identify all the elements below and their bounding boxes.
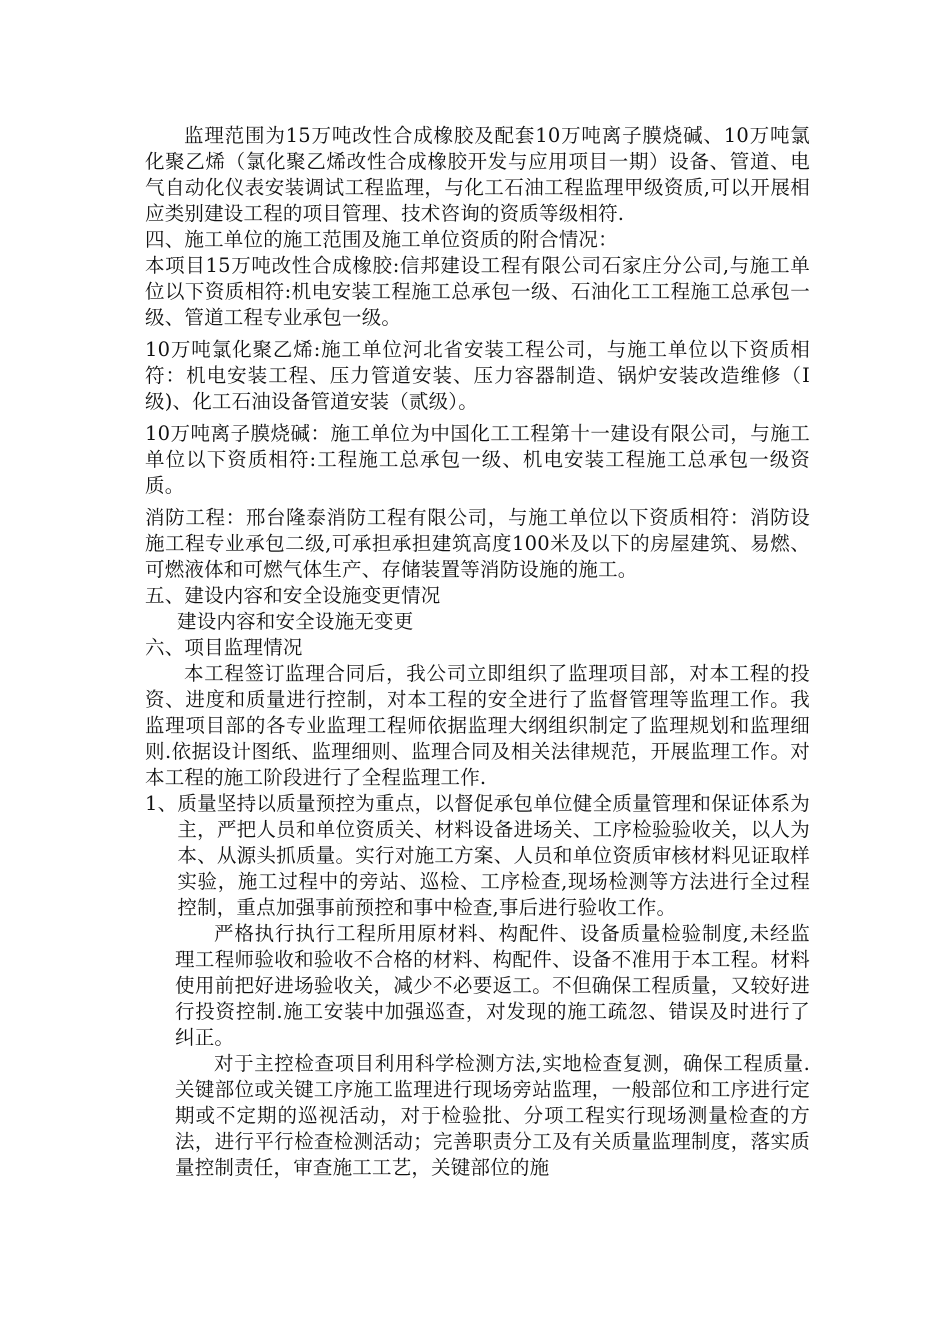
- list-item-quality-control: [145, 791, 810, 921]
- list-item-text: 质量坚持以质量预控为重点，以督促承包单位健全质量管理和保证体系为主，严把人员和单位资质关、材料设备进场关、工序检验验收关，以人为本、从源头抓质量。实行对施工方案、人员和单位资质审核材料见证取样实验，施工过程中的旁站、巡检、工序检查,现场检测等方法进行全过程控制，重点加强事前预控和事中检查,事后进行验收工作。: [177, 792, 810, 919]
- paragraph-supervision-overview: 本工程签订监理合同后，我公司立即组织了监理项目部，对本工程的投资、进度和质量进行控制，对本工程的安全进行了监督管理等监理工作。我监理项目部的各专业监理工程师依据监理大纲组织制定了监理规划和监理细则.依据设计图纸、监理细则、监理合同及相关法律规范，开展监理工作。对本工程的施工阶段进行了全程监理工作.: [145, 662, 810, 789]
- heading-section-5: 五、建设内容和安全设施变更情况: [145, 584, 441, 607]
- list-item-number: 1、: [145, 792, 178, 815]
- paragraph-cpe-contractor: 10万吨氯化聚乙烯:施工单位河北省安装工程公司，与施工单位以下资质相符：机电安装工程、压力管道安装、压力容器制造、锅炉安装改造维修（Ⅰ级)、化工石油设备管道安装（贰级）。: [145, 338, 810, 413]
- paragraph-supervision-scope: 监理范围为15万吨改性合成橡胶及配套10万吨离子膜烧碱、10万吨氯化聚乙烯（氯化聚乙烯改性合成橡胶开发与应用项目一期）设备、管道、电气自动化仪表安装调试工程监理，与化工石油工程监理甲级资质,可以开展相应类别建设工程的项目管理、技术咨询的资质等级相符.: [145, 124, 810, 225]
- heading-section-6: 六、项目监理情况: [145, 636, 303, 659]
- paragraph-caustic-soda-contractor: 10万吨离子膜烧碱：施工单位为中国化工工程第十一建设有限公司，与施工单位以下资质相符:工程施工总承包一级、机电安装工程施工总承包一级资质。: [145, 422, 810, 497]
- paragraph-material-inspection: 严格执行执行工程所用原材料、构配件、设备质量检验制度,未经监理工程师验收和验收不合格的材料、构配件、设备不准用于本工程。材料使用前把好进场验收关，减少不必要返工。不但确保工程质量，又较好进行投资控制.施工安装中加强巡查，对发现的施工疏忽、错误及时进行了纠正。: [175, 922, 810, 1049]
- document-body: [145, 123, 810, 1181]
- heading-section-4: 四、施工单位的施工范围及施工单位资质的附合情况：: [145, 228, 618, 251]
- paragraph-fire-protection-contractor: 消防工程：邢台隆泰消防工程有限公司，与施工单位以下资质相符：消防设施工程专业承包二级,可承担承担建筑高度100米及以下的房屋建筑、易燃、可燃液体和可燃气体生产、存储装置等消防设施的施工。: [145, 506, 810, 581]
- paragraph-key-inspection: 对于主控检查项目利用科学检测方法,实地检查复测，确保工程质量.关键部位或关键工序施工监理进行现场旁站监理，一般部位和工序进行定期或不定期的巡视活动，对于检验批、分项工程实行现场测量检查的方法，进行平行检查检测活动；完善职责分工及有关质量监理制度，落实质量控制责任，审查施工工艺，关键部位的施: [175, 1052, 810, 1179]
- paragraph-no-change: 建设内容和安全设施无变更: [177, 610, 414, 633]
- paragraph-rubber-contractor: 本项目15万吨改性合成橡胶:信邦建设工程有限公司石家庄分公司,与施工单位以下资质相符:机电安装工程施工总承包一级、石油化工工程施工总承包一级、管道工程专业承包一级。: [145, 254, 810, 329]
